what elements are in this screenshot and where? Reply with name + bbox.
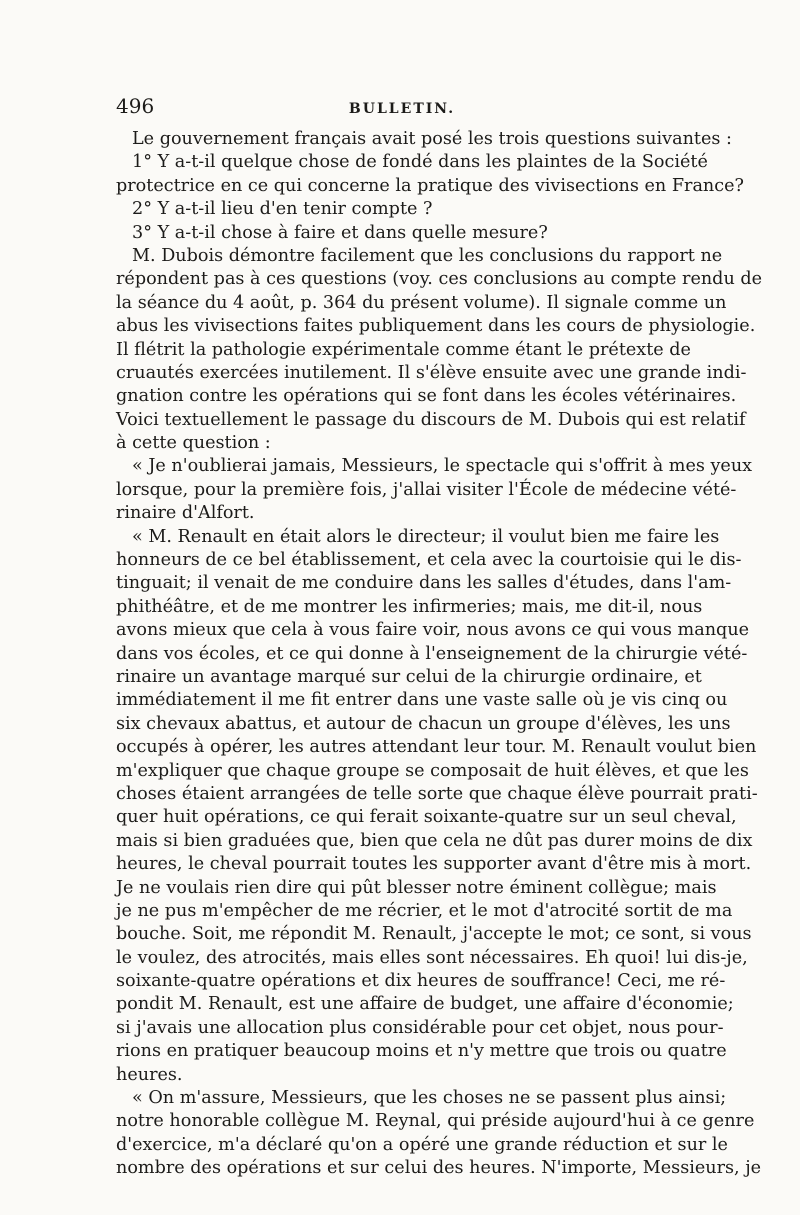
text-line: heures, le cheval pourrait toutes les supporter avant d'être mis à mort.	[116, 854, 752, 875]
text-line: Il flétrit la pathologie expérimentale comme étant le prétexte de	[116, 339, 691, 360]
text-line: M. Dubois démontre facilement que les conclusions du rapport ne	[132, 245, 723, 266]
text-line: je ne pus m'empêcher de me récrier, et le mot d'atrocité sortit de ma	[116, 900, 733, 921]
text-line: 1° Y a-t-il quelque chose de fondé dans les plaintes de la Société	[132, 152, 708, 173]
text-line: à cette question :	[116, 433, 271, 454]
text-line: si j'avais une allocation plus considérable pour cet objet, nous pour-	[116, 1017, 724, 1038]
text-line: la séance du 4 août, p. 364 du présent volume). Il signale comme un	[116, 292, 727, 313]
text-line: « Je n'oublierai jamais, Messieurs, le spectacle qui s'offrit à mes yeux	[132, 456, 753, 477]
text-line: quer huit opérations, ce qui ferait soixante-quatre sur un seul cheval,	[116, 807, 737, 828]
text-line: tinguait; il venait de me conduire dans les salles d'études, dans l'am-	[116, 573, 732, 594]
text-line: Je ne voulais rien dire qui pût blesser notre éminent collègue; mais	[116, 877, 717, 898]
text-line: gnation contre les opérations qui se font dans les écoles vétérinaires.	[116, 386, 737, 407]
text-line: Voici textuellement le passage du discours de M. Dubois qui est relatif	[116, 409, 746, 430]
text-line: pondit M. Renault, est une affaire de budget, une affaire d'économie;	[116, 994, 734, 1015]
text-line: rions en pratiquer beaucoup moins et n'y mettre que trois ou quatre	[116, 1041, 727, 1062]
text-line: soixante-quatre opérations et dix heures de souffrance! Ceci, me ré-	[116, 971, 726, 992]
page-number: 496	[116, 94, 155, 118]
text-line: le voulez, des atrocités, mais elles sont nécessaires. Eh quoi! lui dis-je,	[116, 947, 748, 968]
text-line: répondent pas à ces questions (voy. ces conclusions au compte rendu de	[116, 269, 763, 290]
text-line: occupés à opérer, les autres attendant leur tour. M. Renault voulut bien	[116, 737, 757, 758]
text-line: lorsque, pour la première fois, j'allai visiter l'École de médecine vété-	[116, 479, 737, 500]
text-line: 3° Y a-t-il chose à faire et dans quelle mesure?	[132, 222, 548, 243]
text-line: d'exercice, m'a déclaré qu'on a opéré une grande réduction et sur le	[116, 1134, 728, 1155]
text-line: immédiatement il me fit entrer dans une vaste salle où je vis cinq ou	[116, 690, 728, 711]
text-line: cruautés exercées inutilement. Il s'élève ensuite avec une grande indi-	[116, 362, 747, 383]
text-line: rinaire d'Alfort.	[116, 503, 255, 524]
text-line: m'expliquer que chaque groupe se composait de huit élèves, et que les	[116, 760, 749, 781]
text-line: heures.	[116, 1064, 183, 1085]
text-line: 2° Y a-t-il lieu d'en tenir compte ?	[132, 199, 433, 220]
running-head: BULLETIN.	[348, 101, 456, 117]
text-line: six chevaux abattus, et autour de chacun un groupe d'élèves, les uns	[116, 713, 731, 734]
text-line: mais si bien graduées que, bien que cela ne dût pas durer moins de dix	[116, 830, 753, 851]
text-line: « M. Renault en était alors le directeur; il voulut bien me faire les	[132, 526, 720, 547]
page-header	[116, 94, 688, 124]
text-line: phithéâtre, et de me montrer les infirmeries; mais, me dit-il, nous	[116, 596, 703, 617]
text-line: nombre des opérations et sur celui des heures. N'importe, Messieurs, je	[116, 1158, 762, 1179]
text-line: Le gouvernement français avait posé les trois questions suivantes :	[132, 129, 732, 149]
text-line: protectrice en ce qui concerne la pratique des vivisections en France?	[116, 175, 744, 196]
text-line: bouche. Soit, me répondit M. Renault, j'accepte le mot; ce sont, si vous	[116, 924, 752, 945]
text-line: notre honorable collègue M. Reynal, qui préside aujourd'hui à ce genre	[116, 1111, 755, 1132]
book-page	[116, 94, 763, 1181]
text-line: dans vos écoles, et ce qui donne à l'enseignement de la chirurgie vété-	[116, 643, 748, 664]
text-line: choses étaient arrangées de telle sorte que chaque élève pourrait prati-	[116, 783, 758, 804]
text-line: honneurs de ce bel établissement, et cela avec la courtoisie qui le dis-	[116, 550, 742, 571]
text-line: avons mieux que cela à vous faire voir, nous avons ce qui vous manque	[116, 620, 750, 641]
text-line: abus les vivisections faites publiquement dans les cours de physiologie.	[116, 316, 756, 337]
text-line: rinaire un avantage marqué sur celui de la chirurgie ordinaire, et	[116, 666, 702, 687]
body-text	[116, 128, 763, 1181]
text-line: « On m'assure, Messieurs, que les choses ne se passent plus ainsi;	[132, 1088, 727, 1109]
